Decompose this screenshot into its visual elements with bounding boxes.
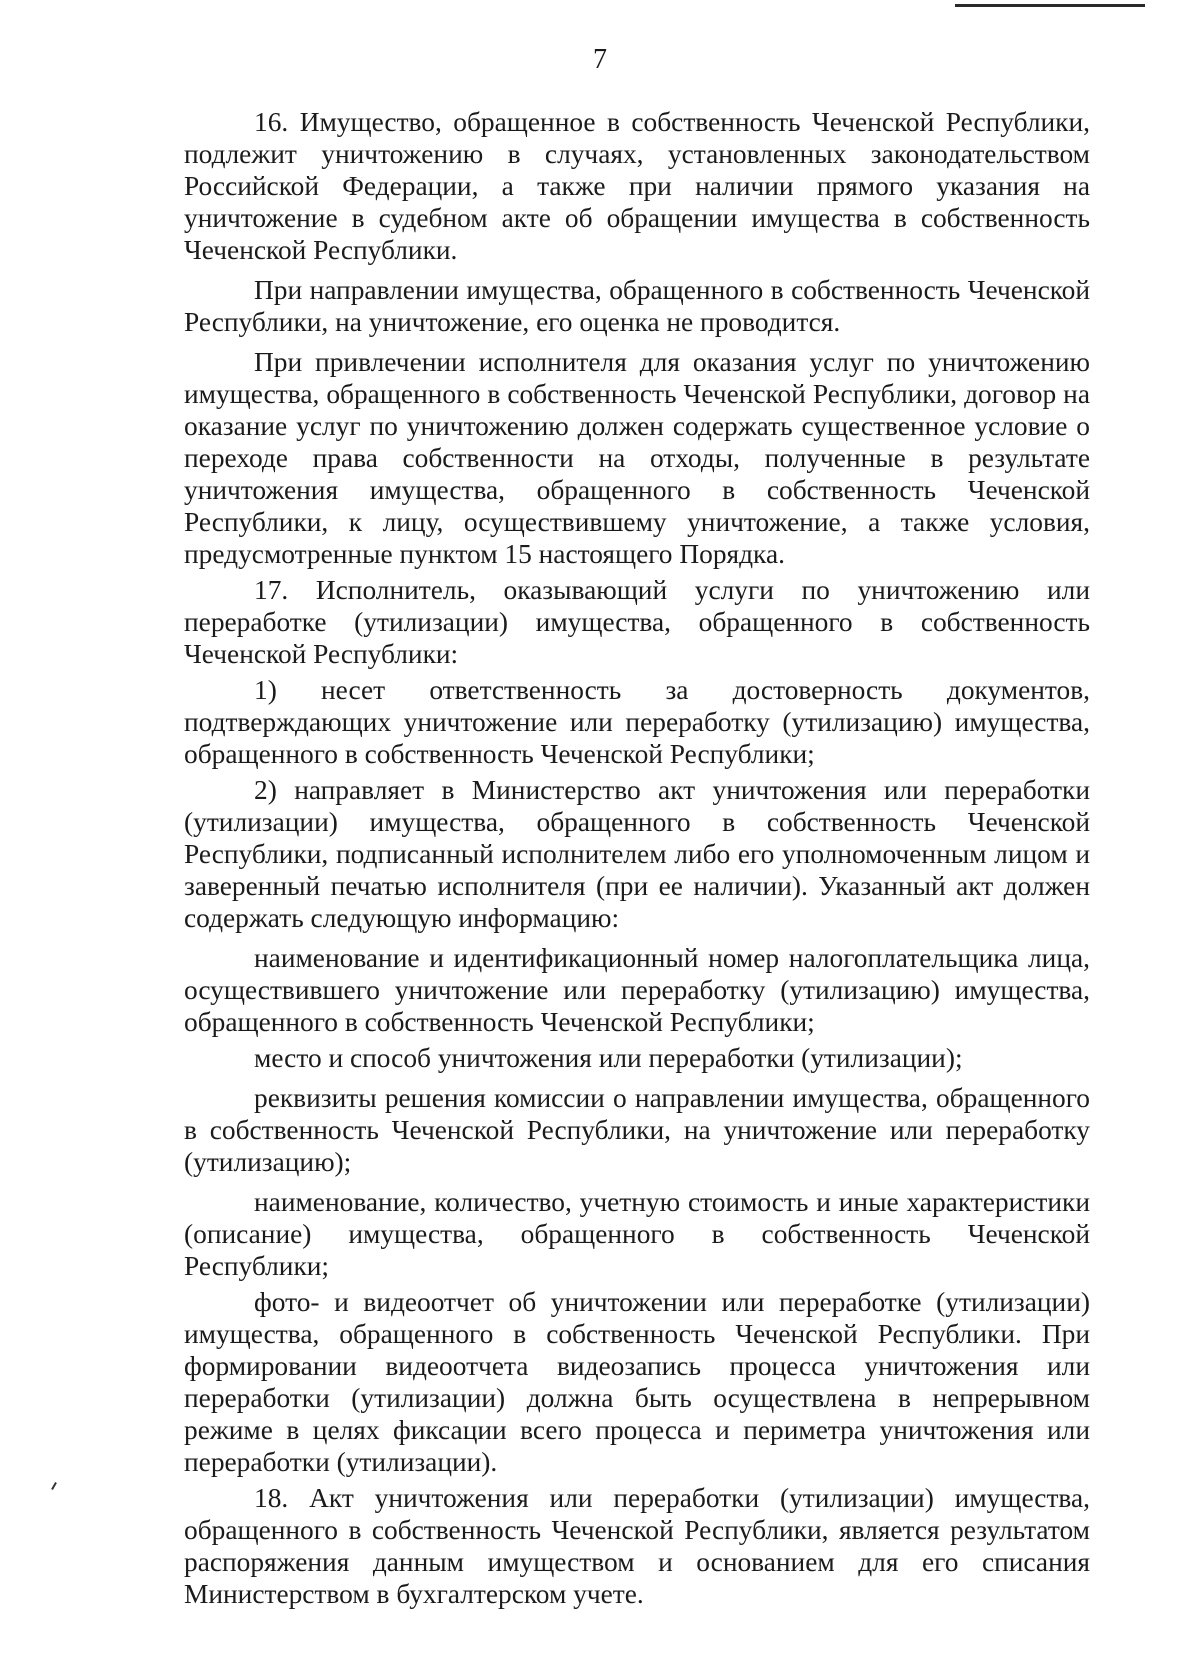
paragraph-16-valuation: При направлении имущества, обращенного в собственность Чеченской Республики, на уничтожение, его оценка не проводится. <box>184 275 1090 337</box>
paragraph-18: 18. Акт уничтожения или переработки (утилизации) имущества, обращенного в собственность Чеченской Республики, является результатом распоряжения данным имуществом и основанием для его списания Министерством в бухгалтерском учете. <box>184 1483 1090 1609</box>
page-number: 7 <box>593 44 607 75</box>
act-info-property-description: наименование, количество, учетную стоимость и иные характеристики (описание) имущества, обращенного в собственность Чеченской Республики; <box>184 1187 1090 1281</box>
paragraph-17-item-1: 1) несет ответственность за достоверность документов, подтверждающих уничтожение или переработку (утилизацию) имущества, обращенного в собственность Чеченской Республики; <box>184 675 1090 769</box>
top-rule-line <box>955 4 1145 7</box>
act-info-taxpayer: наименование и идентификационный номер налогоплательщика лица, осуществившего уничтожение или переработку (утилизацию) имущества, обращенного в собственность Чеченской Республики; <box>184 943 1090 1037</box>
paragraph-16-contractor: При привлечении исполнителя для оказания услуг по уничтожению имущества, обращенного в собственность Чеченской Республики, договор на оказание услуг по уничтожению должен содержать существенное условие о переходе права собственности на отходы, полученные в результате уничтожения имущества, обращенного в собственность Чеченской Республики, к лицу, осуществившему уничтожение, а также условия, предусмотренные пунктом 15 настоящего Порядка. <box>184 347 1090 569</box>
paragraph-16: 16. Имущество, обращенное в собственность Чеченской Республики, подлежит уничтожению в случаях, установленных законодательством Российской Федерации, а также при наличии прямого указания на уничтожение в судебном акте об обращении имущества в собственность Чеченской Республики. <box>184 107 1090 265</box>
paragraph-17: 17. Исполнитель, оказывающий услуги по уничтожению или переработке (утилизации) имущества, обращенного в собственность Чеченской Республики: <box>184 575 1090 669</box>
act-info-place-method: место и способ уничтожения или переработки (утилизации); <box>254 1043 963 1073</box>
act-info-commission-decision: реквизиты решения комиссии о направлении имущества, обращенного в собственность Чеченской Республики, на уничтожение или переработку (утилизацию); <box>184 1083 1090 1177</box>
act-info-photo-video-report: фото- и видеоотчет об уничтожении или переработке (утилизации) имущества, обращенного в собственность Чеченской Республики. При формировании видеоотчета видеозапись процесса уничтожения или переработки (утилизации) должна быть осуществлена в непрерывном режиме в целях фиксации всего процесса и периметра уничтожения или переработки (утилизации). <box>184 1287 1090 1477</box>
paragraph-17-item-2: 2) направляет в Министерство акт уничтожения или переработки (утилизации) имущества, обращенного в собственность Чеченской Республики, подписанный исполнителем либо его уполномоченным лицом и заверенный печатью исполнителя (при ее наличии). Указанный акт должен содержать следующую информацию: <box>184 775 1090 933</box>
document-body <box>184 106 1090 1618</box>
scan-mark <box>51 1482 57 1490</box>
